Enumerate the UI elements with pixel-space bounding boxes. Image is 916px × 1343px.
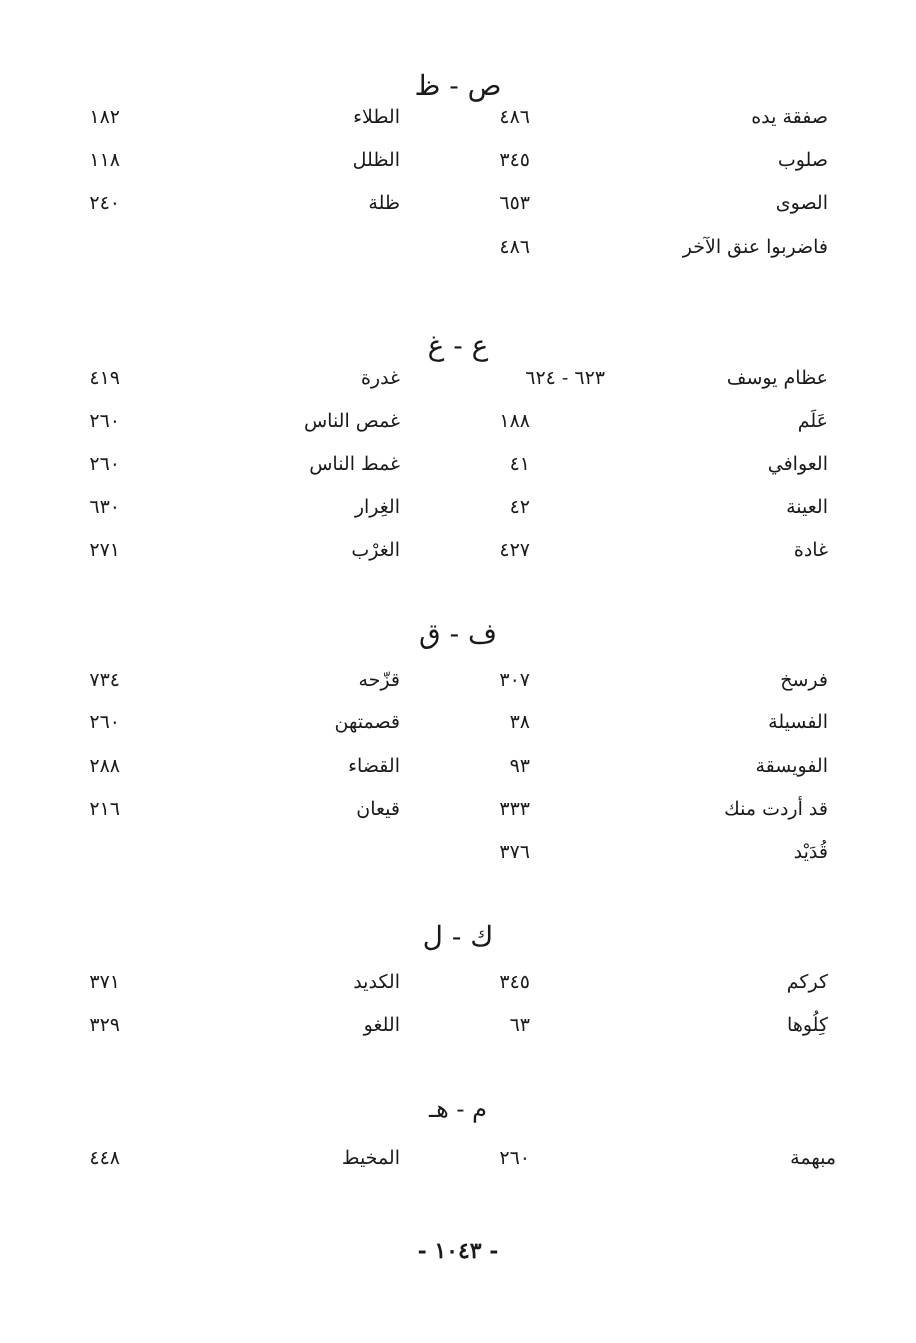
- index-row: [0, 369, 916, 405]
- index-row: [0, 455, 916, 491]
- section-heading: ع - غ: [427, 329, 489, 362]
- page-ref: ٢٦٠: [499, 1147, 530, 1169]
- page-ref: ٣٤٥: [499, 971, 530, 993]
- page-ref: ٤٢: [509, 496, 530, 518]
- page-ref: ٢١٦: [89, 798, 120, 820]
- page-ref: ٧٣٤: [89, 669, 120, 691]
- term: فرسخ: [780, 669, 828, 691]
- page-ref: ٢٧١: [89, 539, 120, 561]
- page-ref: ٢٨٨: [89, 755, 120, 777]
- index-row: [0, 800, 916, 836]
- term: المخيط: [341, 1147, 400, 1169]
- term: قصمتهن: [334, 711, 400, 733]
- index-row: [0, 541, 916, 577]
- term: القضاء: [348, 755, 400, 777]
- term: الكديد: [353, 971, 400, 993]
- page-ref: ٣٣٣: [499, 798, 530, 820]
- page-ref: ٤٢٧: [499, 539, 530, 561]
- term: فاضربوا عنق الآخر: [682, 236, 828, 258]
- index-row: [0, 498, 916, 534]
- index-row: [0, 843, 916, 879]
- page-ref: ٦٣٠: [89, 496, 120, 518]
- term: قيعان: [356, 798, 400, 820]
- term: قزّحه: [358, 669, 400, 691]
- term: صلوب: [777, 149, 828, 171]
- page-ref: ٦٣: [509, 1014, 530, 1036]
- term: عظام يوسف: [726, 367, 828, 389]
- page-ref: ٤٨٦: [499, 106, 530, 128]
- term: ظلة: [368, 192, 400, 214]
- index-row: [0, 238, 916, 274]
- page-ref: ٣٧١: [89, 971, 120, 993]
- section-heading: ص - ظ: [414, 69, 502, 102]
- page-ref: ٣٧٦: [499, 841, 530, 863]
- term: مبهمة: [790, 1147, 836, 1169]
- index-row: [0, 1149, 916, 1185]
- term: الفويسقة: [755, 755, 828, 777]
- term: الطلاء: [353, 106, 400, 128]
- page-ref: ١٨٨: [499, 410, 530, 432]
- page-ref: ٣٢٩: [89, 1014, 120, 1036]
- page-ref: ٦٥٣: [499, 192, 530, 214]
- page-ref: ٢٦٠: [89, 711, 120, 733]
- page-ref: ٤٨٦: [499, 236, 530, 258]
- term: عَلَم: [797, 410, 828, 432]
- section-heading: ك - ل: [422, 920, 494, 953]
- page-ref: ١٨٢: [89, 106, 120, 128]
- page-ref: ٩٣: [509, 755, 530, 777]
- index-row: [0, 713, 916, 749]
- term: كركم: [786, 971, 828, 993]
- index-row: [0, 412, 916, 448]
- page-ref: ٢٤٠: [89, 192, 120, 214]
- term: غادة: [793, 539, 828, 561]
- page-ref: ١١٨: [89, 149, 120, 171]
- term: اللغو: [363, 1014, 400, 1036]
- index-row: [0, 151, 916, 187]
- index-row: [0, 757, 916, 793]
- term: كِلُوها: [787, 1014, 828, 1036]
- page-ref: ٦٢٣ - ٦٢٤: [525, 367, 605, 389]
- term: العينة: [786, 496, 828, 518]
- page-ref: ٣٨: [509, 711, 530, 733]
- page-ref: ٣٠٧: [499, 669, 530, 691]
- page-ref: ٢٦٠: [89, 453, 120, 475]
- page-ref: ٤١: [509, 453, 530, 475]
- term: قُدَيْد: [793, 841, 828, 863]
- section-heading: م - هـ: [429, 1095, 487, 1123]
- page-number: - ١٠٤٣ -: [417, 1238, 499, 1264]
- term: قد أردت منك: [724, 798, 828, 820]
- term: غمص الناس: [303, 410, 400, 432]
- page-ref: ٢٦٠: [89, 410, 120, 432]
- index-row: [0, 671, 916, 707]
- term: صفقة يده: [751, 106, 828, 128]
- term: الصوى: [775, 192, 828, 214]
- term: العوافي: [767, 453, 828, 475]
- index-row: [0, 973, 916, 1009]
- index-row: [0, 1016, 916, 1052]
- index-row: [0, 194, 916, 230]
- page-ref: ٣٤٥: [499, 149, 530, 171]
- term: الغرْب: [351, 539, 400, 561]
- term: الغِرار: [354, 496, 400, 518]
- term: غمط الناس: [309, 453, 400, 475]
- term: الظلل: [352, 149, 400, 171]
- term: غدرة: [360, 367, 400, 389]
- page-ref: ٤٤٨: [89, 1147, 120, 1169]
- index-row: [0, 108, 916, 144]
- term: الفسيلة: [768, 711, 828, 733]
- page-ref: ٤١٩: [89, 367, 120, 389]
- section-heading: ف - ق: [418, 617, 497, 650]
